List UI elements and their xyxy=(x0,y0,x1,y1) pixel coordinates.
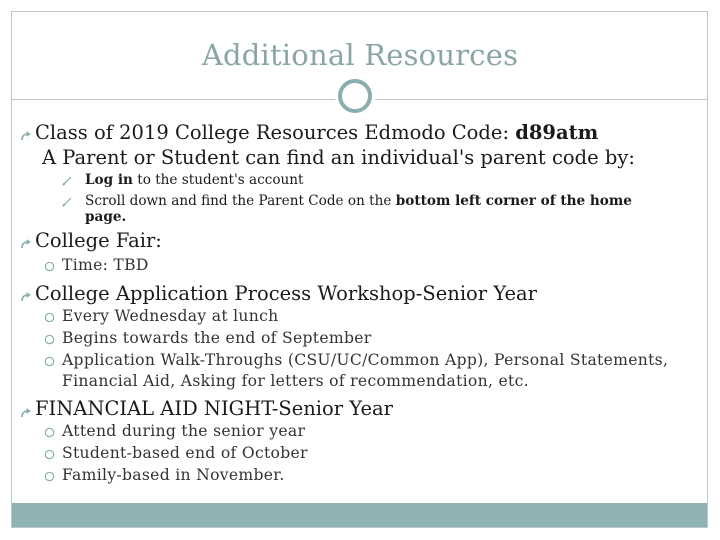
circle-bullet-icon xyxy=(44,356,55,367)
bullet-arrow-icon xyxy=(20,131,32,143)
workshop-heading: College Application Process Workshop-Senior Year xyxy=(35,282,537,305)
circle-bullet-icon xyxy=(44,261,55,272)
edmodo-line xyxy=(35,121,598,144)
financial-heading: FINANCIAL AID NIGHT-Senior Year xyxy=(35,397,393,420)
fair-heading: College Fair: xyxy=(35,229,162,252)
step-scroll-cont: page. xyxy=(85,209,127,225)
financial-item: Student-based end of October xyxy=(62,444,308,462)
financial-item: Attend during the senior year xyxy=(62,422,306,440)
circle-bullet-icon xyxy=(44,427,55,438)
edmodo-label: Class of 2019 College Resources Edmodo Code: xyxy=(35,121,516,144)
bullet-arrow-icon xyxy=(20,408,32,420)
title-circle-ornament xyxy=(338,79,372,113)
step-login xyxy=(85,172,303,188)
financial-item: Family-based in November. xyxy=(62,466,285,484)
fair-item: Time: TBD xyxy=(62,256,149,274)
step-scroll-text: Scroll down and find the Parent Code on the xyxy=(85,193,396,209)
step-login-bold: Log in xyxy=(85,172,133,188)
edmodo-subline: A Parent or Student can find an individual's parent code by: xyxy=(42,146,635,169)
workshop-item-cont: Financial Aid, Asking for letters of recommendation, etc. xyxy=(62,372,529,390)
edmodo-code: d89atm xyxy=(515,121,599,144)
pencil-bullet-icon xyxy=(62,197,72,207)
bullet-arrow-icon xyxy=(20,292,32,304)
workshop-item: Begins towards the end of September xyxy=(62,329,372,347)
step-login-text: to the student's account xyxy=(132,172,304,188)
footer-bar xyxy=(12,503,707,527)
circle-bullet-icon xyxy=(44,312,55,323)
workshop-item: Application Walk-Throughs (CSU/UC/Common App), Personal Statements, xyxy=(62,351,669,369)
bullet-arrow-icon xyxy=(20,239,32,251)
workshop-item: Every Wednesday at lunch xyxy=(62,307,279,325)
step-scroll xyxy=(85,193,632,209)
circle-bullet-icon xyxy=(44,449,55,460)
slide-title: Additional Resources xyxy=(201,38,519,72)
step-scroll-bold: bottom left corner of the home xyxy=(395,193,632,209)
pencil-bullet-icon xyxy=(62,176,72,186)
circle-bullet-icon xyxy=(44,471,55,482)
circle-bullet-icon xyxy=(44,334,55,345)
